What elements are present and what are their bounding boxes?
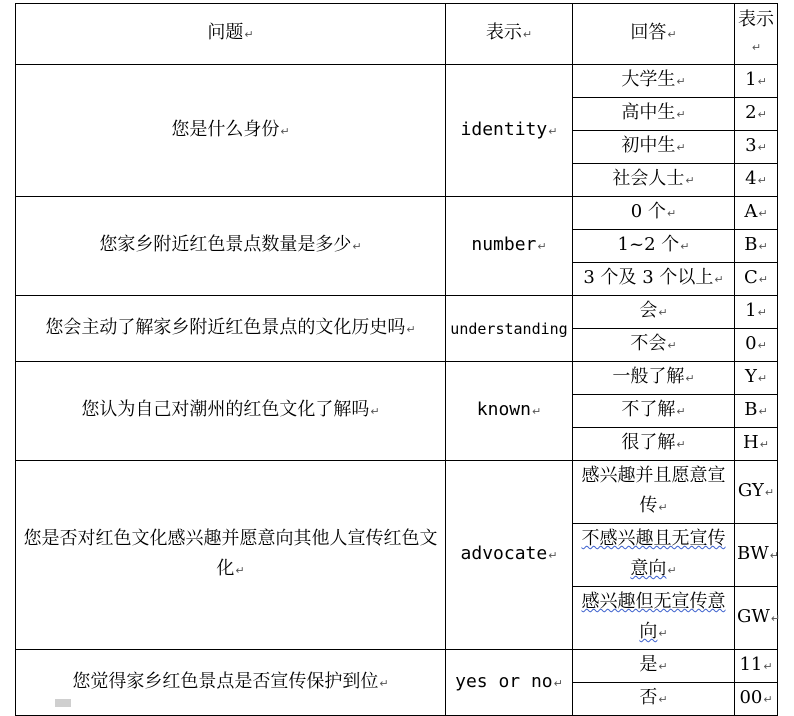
code-cell: number↵ xyxy=(446,197,573,296)
value-cell: 2↵ xyxy=(735,98,778,131)
answer-cell: 是↵ xyxy=(573,650,735,683)
value-cell: GW↵ xyxy=(735,587,778,650)
answer-cell: 会↵ xyxy=(573,296,735,329)
answer-cell: 1~2 个↵ xyxy=(573,230,735,263)
table-row xyxy=(16,296,778,329)
question-cell: 您是什么身份↵ xyxy=(16,65,446,197)
answer-cell: 不会↵ xyxy=(573,329,735,362)
header-answer: 回答↵ xyxy=(573,4,735,65)
value-cell: C↵ xyxy=(735,263,778,296)
question-cell: 您家乡附近红色景点数量是多少↵ xyxy=(16,197,446,296)
value-cell: BW↵ xyxy=(735,524,778,587)
header-row xyxy=(16,4,778,65)
value-cell: GY↵ xyxy=(735,461,778,524)
answer-cell: 3 个及 3 个以上↵ xyxy=(573,263,735,296)
value-cell: A↵ xyxy=(735,197,778,230)
answer-cell: 高中生↵ xyxy=(573,98,735,131)
answer-cell: 不感兴趣且无宣传意向↵ xyxy=(573,524,735,587)
code-cell: understanding xyxy=(446,296,573,362)
value-cell: 11↵ xyxy=(735,650,778,683)
value-cell: H↵ xyxy=(735,428,778,461)
code-cell: advocate↵ xyxy=(446,461,573,650)
question-cell: 您觉得家乡红色景点是否宣传保护到位↵ xyxy=(16,650,446,716)
value-cell: 1↵ xyxy=(735,65,778,98)
code-cell: yes or no↵ xyxy=(446,650,573,716)
code-cell: known↵ xyxy=(446,362,573,461)
answer-cell: 大学生↵ xyxy=(573,65,735,98)
answer-cell: 否↵ xyxy=(573,683,735,716)
value-cell: 3↵ xyxy=(735,131,778,164)
question-cell: 您是否对红色文化感兴趣并愿意向其他人宣传红色文化↵ xyxy=(16,461,446,650)
answer-cell: 感兴趣但无宣传意向↵ xyxy=(573,587,735,650)
value-cell: 4↵ xyxy=(735,164,778,197)
code-cell: identity↵ xyxy=(446,65,573,197)
answer-cell: 初中生↵ xyxy=(573,131,735,164)
table-row xyxy=(16,650,778,683)
value-cell: B↵ xyxy=(735,395,778,428)
table-row xyxy=(16,461,778,524)
value-cell: 0↵ xyxy=(735,329,778,362)
answer-cell: 社会人士↵ xyxy=(573,164,735,197)
header-value: 表示↵ xyxy=(735,4,778,65)
survey-table xyxy=(15,3,781,716)
answer-cell: 感兴趣并且愿意宣传↵ xyxy=(573,461,735,524)
answer-cell: 不了解↵ xyxy=(573,395,735,428)
table-row xyxy=(16,362,778,395)
value-cell: 00↵ xyxy=(735,683,778,716)
value-cell: 1↵ xyxy=(735,296,778,329)
table-row xyxy=(16,65,778,98)
value-cell: Y↵ xyxy=(735,362,778,395)
value-cell: B↵ xyxy=(735,230,778,263)
question-cell: 您会主动了解家乡附近红色景点的文化历史吗↵ xyxy=(16,296,446,362)
answer-cell: 0 个↵ xyxy=(573,197,735,230)
header-code: 表示↵ xyxy=(446,4,573,65)
answer-cell: 一般了解↵ xyxy=(573,362,735,395)
table-row xyxy=(16,197,778,230)
answer-cell: 很了解↵ xyxy=(573,428,735,461)
header-question: 问题↵ xyxy=(16,4,446,65)
question-cell: 您认为自己对潮州的红色文化了解吗↵ xyxy=(16,362,446,461)
